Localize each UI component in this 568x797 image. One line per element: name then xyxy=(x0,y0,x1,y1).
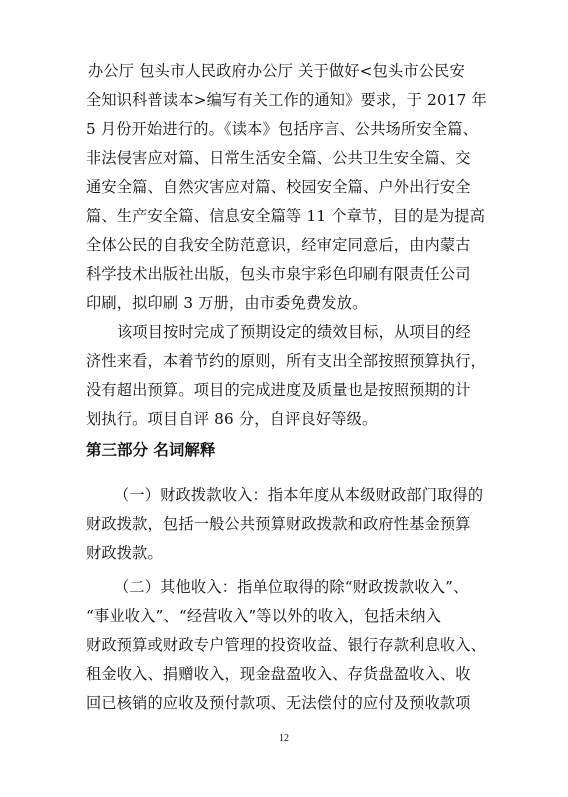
text-line: 济性来看，本着节约的原则，所有支出全部按照预算执行， xyxy=(86,352,487,370)
text-line: 财政拨款，包括一般公共预算财政拨款和政府性基金预算 xyxy=(86,515,471,533)
text-line: 该项目按时完成了预期设定的绩效目标，从项目的经 xyxy=(117,323,471,341)
text-line: 非法侵害应对篇、日常生活安全篇、公共卫生安全篇、交 xyxy=(86,149,471,167)
text-line: 全知识科普读本>编写有关工作的通知》要求，于 2017 年 xyxy=(86,91,487,109)
text-line: 5 月份开始进行的。《读本》包括序言、公共场所安全篇、 xyxy=(86,120,478,138)
text-line: 划执行。项目自评 86 分，自评良好等级。 xyxy=(86,410,378,428)
text-line: 租金收入、捐赠收入，现金盘盈收入、存货盘盈收入、收 xyxy=(86,665,471,683)
text-line: “事业收入”、“经营收入”等以外的收入，包括未纳入 xyxy=(86,607,441,625)
section-heading: 第三部分 名词解释 xyxy=(86,441,216,459)
text-line: 回已核销的应收及预付款项、无法偿付的应付及预收款项 xyxy=(86,694,471,712)
text-line: （一）财政拨款收入：指本年度从本级财政部门取得的 xyxy=(114,486,484,504)
text-line: 篇、生产安全篇、信息安全篇等 11 个章节，目的是为提高 xyxy=(86,207,486,225)
text-line: 办公厅 包头市人民政府办公厅 关于做好<包头市公民安 xyxy=(88,62,465,80)
text-line: （二）其他收入：指单位取得的除“财政拨款收入”、 xyxy=(114,578,469,596)
text-line: 全体公民的自我安全防范意识，经审定同意后，由内蒙古 xyxy=(86,236,471,254)
text-line: 财政预算或财政专户管理的投资收益、银行存款利息收入、 xyxy=(86,636,487,654)
text-line: 科学技术出版社出版，包头市泉宇彩色印刷有限责任公司 xyxy=(86,265,471,283)
text-line: 财政拨款。 xyxy=(86,544,163,562)
text-line: 通安全篇、自然灾害应对篇、校园安全篇、户外出行安全 xyxy=(86,178,471,196)
text-line: 没有超出预算。项目的完成进度及质量也是按照预期的计 xyxy=(86,381,471,399)
page-number: 12 xyxy=(279,733,289,744)
text-line: 印刷，拟印刷 3 万册，由市委免费发放。 xyxy=(86,294,368,312)
